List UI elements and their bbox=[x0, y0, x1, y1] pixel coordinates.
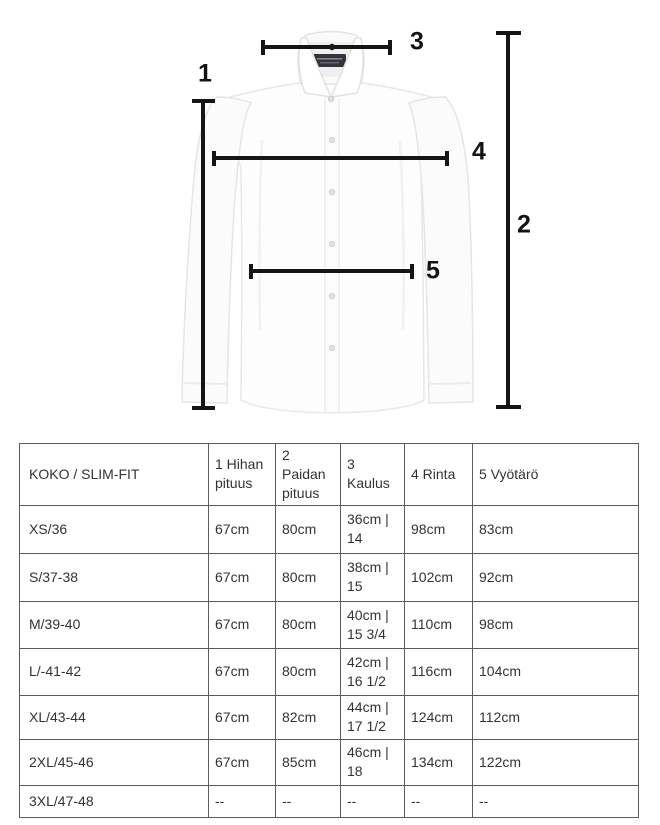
value-cell: 112cm bbox=[473, 695, 639, 739]
table-row-m bbox=[20, 601, 639, 648]
value-cell: -- bbox=[341, 785, 405, 817]
table-row-2xl bbox=[20, 739, 639, 785]
value-cell: 40cm | 15 3/4 bbox=[341, 601, 405, 648]
value-cell: -- bbox=[209, 785, 276, 817]
size-cell: XL/43-44 bbox=[20, 695, 209, 739]
header-size: KOKO / SLIM-FIT bbox=[20, 444, 209, 506]
collar-button bbox=[329, 44, 335, 50]
shirt-body bbox=[218, 83, 443, 413]
value-cell: 67cm bbox=[209, 505, 276, 553]
button bbox=[329, 189, 334, 194]
measurement-marker-4: 4 bbox=[472, 137, 486, 166]
value-cell: 98cm bbox=[405, 505, 473, 553]
table-row-l bbox=[20, 648, 639, 695]
button bbox=[329, 137, 334, 142]
value-cell: 102cm bbox=[405, 553, 473, 601]
value-cell: -- bbox=[405, 785, 473, 817]
button bbox=[329, 293, 334, 298]
table-row-xl bbox=[20, 695, 639, 739]
measurement-marker-3: 3 bbox=[410, 27, 424, 56]
value-cell: 82cm bbox=[276, 695, 341, 739]
value-cell: 67cm bbox=[209, 695, 276, 739]
header-collar: 3 Kaulus bbox=[341, 444, 405, 506]
size-cell: XS/36 bbox=[20, 505, 209, 553]
value-cell: 80cm bbox=[276, 553, 341, 601]
header-waist: 5 Vyötärö bbox=[473, 444, 639, 506]
shirt-graphic bbox=[182, 27, 473, 414]
value-cell: 80cm bbox=[276, 601, 341, 648]
value-cell: 44cm | 17 1/2 bbox=[341, 695, 405, 739]
value-cell: 38cm | 15 bbox=[341, 553, 405, 601]
measurement-marker-5: 5 bbox=[426, 256, 440, 285]
value-cell: -- bbox=[276, 785, 341, 817]
value-cell: 42cm | 16 1/2 bbox=[341, 648, 405, 695]
header-sleeve-length: 1 Hihan pituus bbox=[209, 444, 276, 506]
table-row-xs bbox=[20, 505, 639, 553]
table-row-3xl bbox=[20, 785, 639, 817]
value-cell: 98cm bbox=[473, 601, 639, 648]
brand-tag-text-line bbox=[320, 62, 339, 63]
table-header-row bbox=[20, 444, 639, 506]
size-cell: 3XL/47-48 bbox=[20, 785, 209, 817]
right-cuff-seam bbox=[430, 383, 471, 384]
button bbox=[329, 345, 334, 350]
value-cell: 67cm bbox=[209, 739, 276, 785]
value-cell: 67cm bbox=[209, 553, 276, 601]
value-cell: 116cm bbox=[405, 648, 473, 695]
size-cell: L/-41-42 bbox=[20, 648, 209, 695]
value-cell: 104cm bbox=[473, 648, 639, 695]
value-cell: -- bbox=[473, 785, 639, 817]
brand-tag-text-line bbox=[317, 58, 342, 60]
size-cell: 2XL/45-46 bbox=[20, 739, 209, 785]
header-chest: 4 Rinta bbox=[405, 444, 473, 506]
value-cell: 134cm bbox=[405, 739, 473, 785]
value-cell: 36cm | 14 bbox=[341, 505, 405, 553]
value-cell: 80cm bbox=[276, 648, 341, 695]
value-cell: 67cm bbox=[209, 648, 276, 695]
value-cell: 110cm bbox=[405, 601, 473, 648]
value-cell: 85cm bbox=[276, 739, 341, 785]
value-cell: 122cm bbox=[473, 739, 639, 785]
button bbox=[329, 241, 334, 246]
button bbox=[328, 96, 333, 101]
size-cell: M/39-40 bbox=[20, 601, 209, 648]
table-row-s bbox=[20, 553, 639, 601]
value-cell: 67cm bbox=[209, 601, 276, 648]
value-cell: 83cm bbox=[473, 505, 639, 553]
size-cell: S/37-38 bbox=[20, 553, 209, 601]
collar bbox=[298, 32, 364, 98]
value-cell: 92cm bbox=[473, 553, 639, 601]
measurement-marker-2: 2 bbox=[517, 210, 531, 239]
value-cell: 124cm bbox=[405, 695, 473, 739]
size-table bbox=[19, 443, 639, 818]
value-cell: 80cm bbox=[276, 505, 341, 553]
measurement-marker-1: 1 bbox=[198, 59, 212, 88]
value-cell: 46cm | 18 bbox=[341, 739, 405, 785]
header-shirt-length: 2 Paidan pituus bbox=[276, 444, 341, 506]
